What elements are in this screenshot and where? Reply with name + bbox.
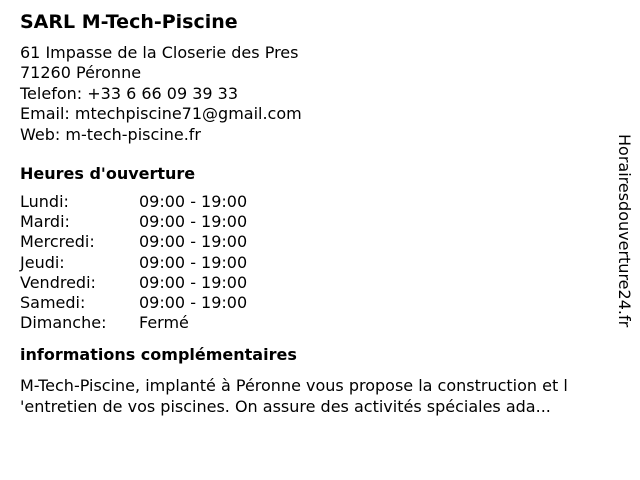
- business-name: SARL M-Tech-Piscine: [20, 11, 238, 33]
- hours-row-friday: [20, 273, 610, 293]
- opening-hours-table: [20, 192, 610, 333]
- hours-row-saturday: [20, 293, 610, 313]
- day-label: Mercredi:: [20, 232, 95, 252]
- address-street: 61 Impasse de la Closerie des Pres: [20, 43, 299, 62]
- brand-watermark: Horairesdouverture24.fr: [615, 134, 634, 328]
- hours-row-monday: [20, 192, 610, 212]
- hours-row-wednesday: [20, 232, 610, 252]
- address-city: 71260 Péronne: [20, 63, 142, 83]
- day-label: Vendredi:: [20, 272, 96, 292]
- hours-row-tuesday: [20, 212, 610, 232]
- day-label: Jeudi:: [20, 252, 65, 272]
- time-value: 09:00 - 19:00: [139, 252, 248, 272]
- time-value: 09:00 - 19:00: [139, 293, 248, 313]
- time-value: Fermé: [139, 313, 189, 333]
- additional-info-heading: informations complémentaires: [20, 345, 297, 365]
- hours-row-sunday: [20, 313, 610, 333]
- day-label: Mardi:: [20, 212, 70, 232]
- website-line: Web: m-tech-piscine.fr: [20, 124, 202, 144]
- opening-hours-heading: Heures d'ouverture: [20, 164, 196, 184]
- time-value: 09:00 - 19:00: [139, 192, 248, 212]
- phone-line: Telefon: +33 6 66 09 39 33: [20, 83, 239, 103]
- time-value: 09:00 - 19:00: [139, 272, 248, 292]
- day-label: Lundi:: [20, 192, 69, 212]
- time-value: 09:00 - 19:00: [139, 212, 248, 232]
- email-line: Email: mtechpiscine71@gmail.com: [20, 104, 302, 124]
- hours-row-thursday: [20, 253, 610, 273]
- contact-block: [20, 43, 610, 145]
- day-label: Samedi:: [20, 293, 86, 313]
- day-label: Dimanche:: [20, 313, 107, 333]
- business-card: [20, 10, 610, 417]
- additional-info-text: M-Tech-Piscine, implanté à Péronne vous propose la construction et l 'entretien de vos piscines. On assure des activités spéciales ada...: [20, 376, 568, 416]
- time-value: 09:00 - 19:00: [139, 232, 248, 252]
